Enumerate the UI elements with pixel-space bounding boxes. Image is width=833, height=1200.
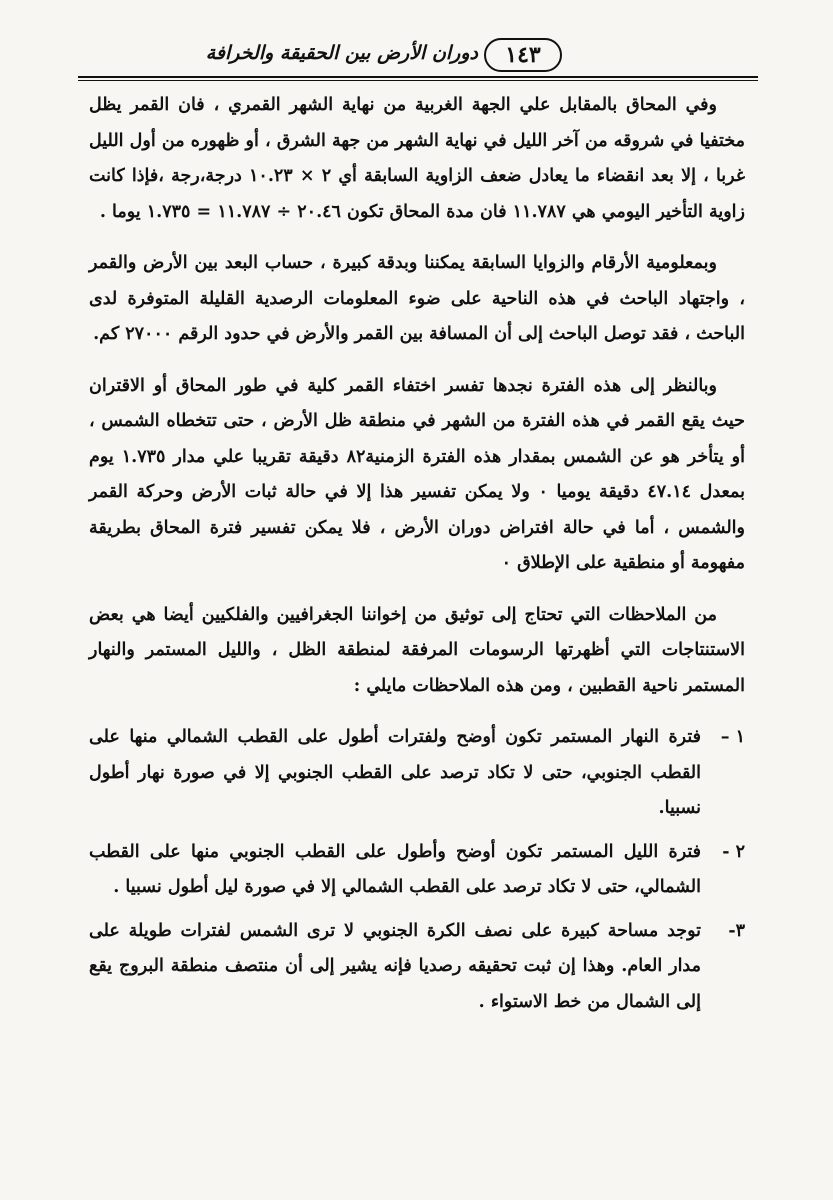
running-title: دوران الأرض بين الحقيقة والخرافة [205, 42, 478, 64]
page-header [78, 38, 758, 84]
list-item [89, 835, 745, 906]
paragraph: وفي المحاق بالمقابل علي الجهة الغربية من نهاية الشهر القمري ، فان القمر يظل مختفيا في شروقه من آخر الليل في نهاية الشهر من جهة الشرق ، أو ظهوره من أول الليل غربا ، إلا بعد انقضاء ما يعادل ضعف الزاوية السابقة أي ٢ × ١٠.٢٣ درجة،رجة ،فإذا كانت زاوية التأخير اليومي هي ١١.٧٨٧ فان مدة المحاق تكون ٢٠.٤٦ ÷ ١١.٧٨٧ = ١.٧٣٥ يوما . [89, 95, 745, 222]
body-text [89, 88, 745, 1028]
list-number: ١ – [720, 727, 745, 747]
list-number: ٢ - [722, 841, 745, 862]
page-number: ١٤٣ [484, 38, 562, 72]
list-text: فترة النهار المستمر تكون أوضح ولفترات أطول على القطب الشمالي منها على القطب الجنوبي، حتى لا تكاد ترصد على القطب الجنوبي إلا في صورة نهار أطول نسبيا. [89, 727, 701, 818]
header-rule-thin [78, 80, 758, 81]
header-rule [78, 76, 758, 78]
paragraph: وبالنظر إلى هذه الفترة نجدها تفسر اختفاء القمر كلية في طور المحاق أو الاقتران حيث يقع القمر في هذه الفترة من الشهر في منطقة ظل الأرض ، حتى تتخطاه الشمس ، أو يتأخر هو عن الشمس بمقدار هذه الفترة الزمنية٨٢ دقيقة تقريبا علي مدار ١.٧٣٥ يوم بمعدل ٤٧.١٤ دقيقة يوميا ٠ ولا يمكن تفسير هذا إلا في حالة ثبات الأرض وحركة القمر والشمس ، أما في حالة افتراض دوران الأرض ، فلا يمكن تفسير فترة المحاق بطريقة مفهومة أو منطقية على الإطلاق ٠ [89, 375, 745, 573]
paragraph: من الملاحظات التي تحتاج إلى توثيق من إخواننا الجغرافيين والفلكيين أيضا هي بعض الاستنتاجات التي أظهرتها الرسومات المرفقة لمنطقة الظل ، والليل المستمر والنهار المستمر ناحية القطبين ، ومن هذه الملاحظات مايلي : [89, 604, 745, 696]
list-number: ٣- [728, 920, 745, 941]
list-item [89, 914, 745, 1021]
list-item [89, 720, 745, 827]
paragraph: وبمعلومية الأرقام والزوايا السابقة يمكننا وبدقة كبيرة ، حساب البعد بين الأرض والقمر ، واجتهاد الباحث في هذه الناحية على ضوء المعلومات الرصدية القليلة المتوفرة لدى الباحث ، فقد توصل الباحث إلى أن المسافة بين القمر والأرض في حدود الرقم ٢٧٠٠٠ كم. [89, 253, 745, 344]
list-text: توجد مساحة كبيرة على نصف الكرة الجنوبي لا ترى الشمس لفترات طويلة على مدار العام. وهذا إن ثبت تحقيقه رصديا فإنه يشير إلى أن منتصف منطقة البروج يقع إلى الشمال من خط الاستواء . [89, 920, 701, 1012]
list-text: فترة الليل المستمر تكون أوضح وأطول على القطب الجنوبي منها على القطب الشمالي، حتى لا تكاد ترصد على القطب الشمالي إلا في صورة ليل أطول نسبيا . [89, 841, 702, 897]
